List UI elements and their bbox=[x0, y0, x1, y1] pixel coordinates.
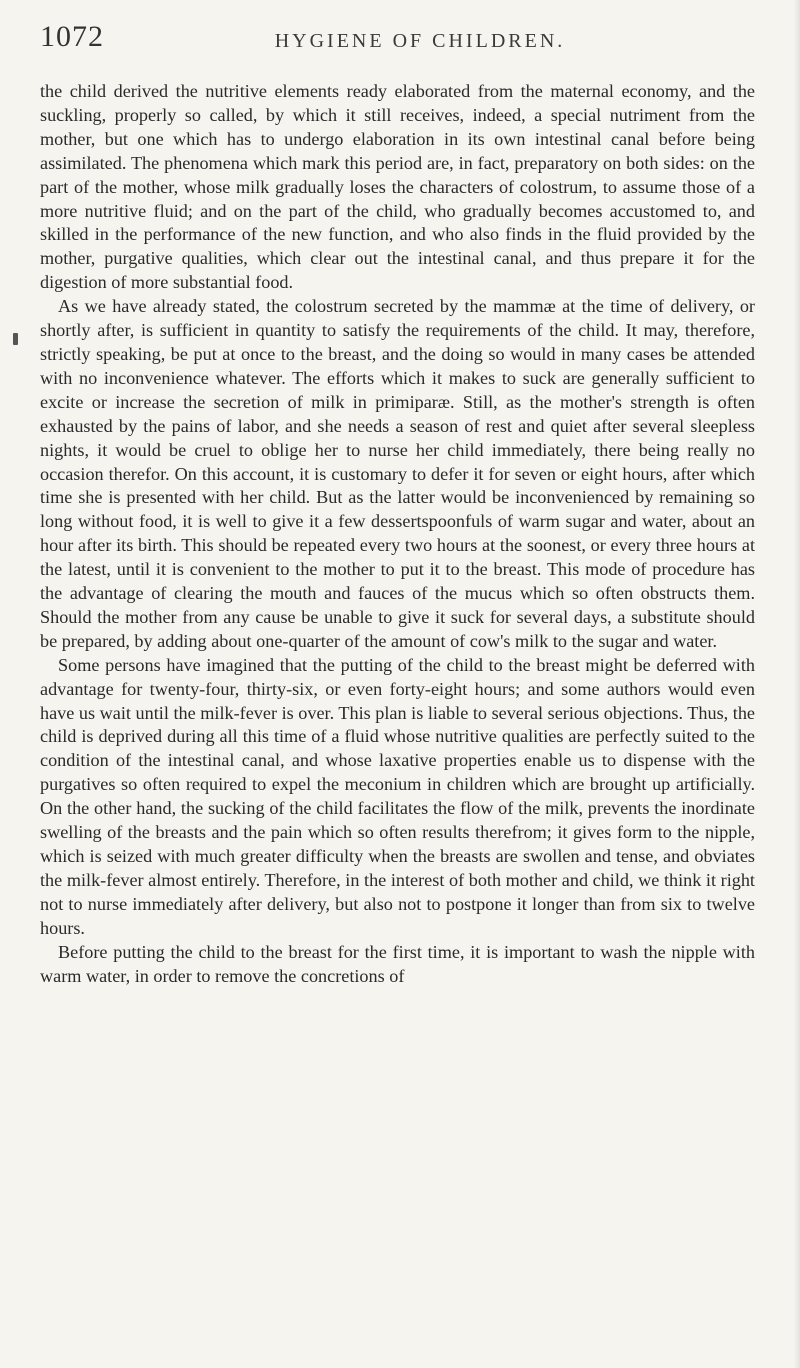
page-edge-shadow bbox=[794, 0, 800, 1368]
page-number: 1072 bbox=[40, 20, 104, 53]
margin-mark bbox=[13, 333, 18, 345]
paragraph: Some persons have imagined that the putting of the child to the breast might be deferred with advantage for twenty-four, thirty-six, or even forty-eight hours; and some authors would even have us wait until the milk-fever is over. This plan is liable to several serious objections. Thus, the child is deprived during all this time of a fluid whose nutritive qualities are perfectly suited to the condition of the intestinal canal, and whose laxative properties enable us to dispense with the purgatives so often required to expel the meconium in children which are brought up artificially. On the other hand, the sucking of the child facilitates the flow of the milk, prevents the inordinate swelling of the breasts and the pain which so often results therefrom; it gives form to the nipple, which is seized with much greater difficulty when the breasts are swollen and tense, and obviates the milk-fever almost entirely. Therefore, in the interest of both mother and child, we think it right not to nurse immediately after delivery, but also not to postpone it longer than from six to twelve hours. bbox=[40, 654, 755, 938]
paragraph: the child derived the nutritive elements ready elaborated from the maternal economy, and the suckling, properly so called, by which it still receives, indeed, a special nutriment from the mother, but one which has to undergo elaboration in its own intestinal canal before being assimilated. The phenomena which mark this period are, in fact, preparatory on both sides: on the part of the mother, whose milk gradually loses the characters of colostrum, to assume those of a more nutritive fluid; and on the part of the child, who gradually becomes accustomed to, and skilled in the performance of the new function, and who also finds in the fluid provided by the mother, purgative qualities, which clear out the intestinal canal, and thus prepare it for the digestion of more substantial food. bbox=[40, 81, 755, 293]
paragraph: Before putting the child to the breast for the first time, it is important to wash the nipple with warm water, in order to remove the concretions of bbox=[40, 941, 755, 986]
body-text bbox=[40, 80, 755, 988]
running-head bbox=[40, 20, 740, 54]
paragraph: As we have already stated, the colostrum secreted by the mammæ at the time of delivery, or shortly after, is sufficient in quantity to satisfy the requirements of the child. It may, therefore, strictly speaking, be put at once to the breast, and the doing so would in many cases be attended with no inconvenience whatever. The efforts which it makes to suck are generally sufficient to excite or increase the secretion of milk in primiparæ. Still, as the mother's strength is often exhausted by the pains of labor, and she needs a season of rest and quiet after several sleepless nights, it would be cruel to oblige her to nurse her child immediately, there being really no occasion therefor. On this account, it is customary to defer it for seven or eight hours, after which time she is presented with her child. But as the latter would be inconvenienced by remaining so long without food, it is well to give it a few dessertspoonfuls of warm sugar and water, about an hour after its birth. This should be repeated every two hours at the soonest, or every three hours at the latest, until it is convenient to the mother to put it to the breast. This mode of procedure has the advantage of clearing the mouth and fauces of the mucus which so often obstructs them. Should the mother from any cause be unable to give it suck for several days, a substitute should be prepared, by adding about one-quarter of the amount of cow's milk to the sugar and water. bbox=[40, 296, 755, 651]
running-title: HYGIENE OF CHILDREN. bbox=[274, 30, 566, 52]
